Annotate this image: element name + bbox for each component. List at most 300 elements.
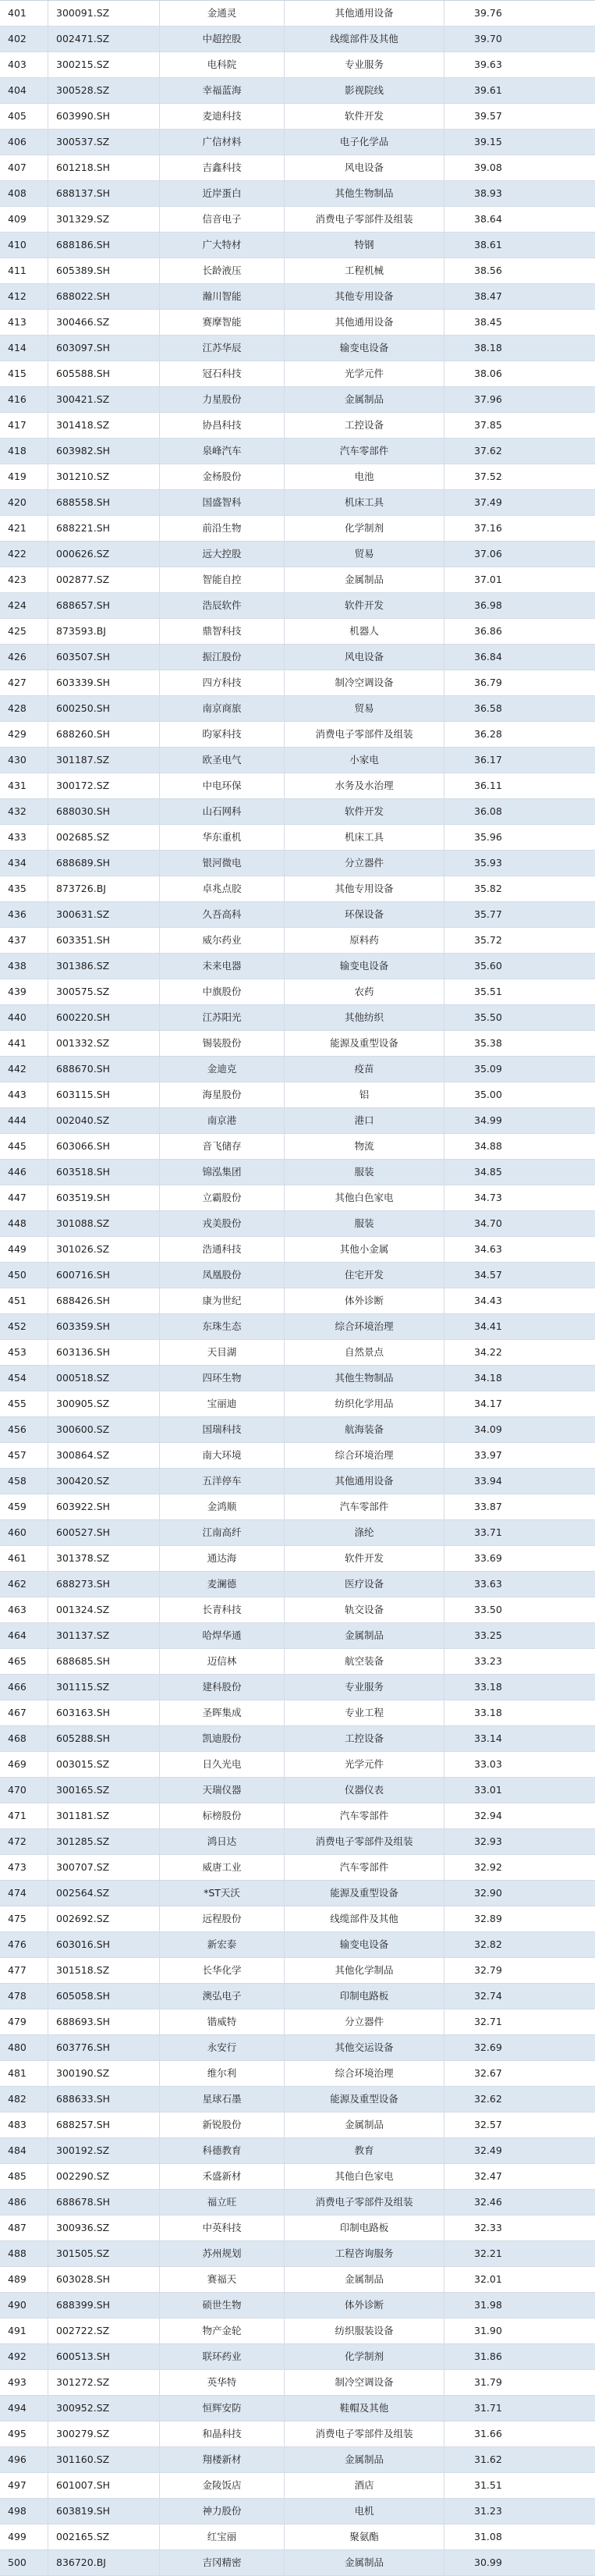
table-row — [0, 1597, 595, 1623]
industry-cell: 印制电路板 — [285, 1984, 444, 2009]
company-name-cell: 吉鑫科技 — [160, 155, 285, 180]
table-row — [0, 2009, 595, 2035]
rank-cell: 425 — [0, 619, 48, 644]
table-row — [0, 1881, 595, 1906]
table-row — [0, 413, 595, 439]
industry-cell: 其他生物制品 — [285, 181, 444, 206]
company-name-cell: 银河微电 — [160, 851, 285, 876]
company-name-cell: 威尔药业 — [160, 928, 285, 953]
industry-cell: 金属制品 — [285, 2267, 444, 2292]
value-cell: 31.23 — [474, 2505, 502, 2517]
table-row — [0, 464, 595, 490]
table-row — [0, 27, 595, 52]
industry-cell: 水务及水治理 — [285, 773, 444, 798]
rank-cell: 469 — [0, 1752, 48, 1777]
table-row — [0, 2061, 595, 2087]
stock-code-cell: 300528.SZ — [48, 78, 160, 103]
stock-code-cell: 002471.SZ — [48, 27, 160, 52]
rank-cell: 419 — [0, 464, 48, 489]
company-name-cell: 协昌科技 — [160, 413, 285, 438]
rank-cell: 467 — [0, 1700, 48, 1725]
value-cell: 36.86 — [474, 625, 502, 637]
table-row — [0, 979, 595, 1005]
industry-cell: 特钢 — [285, 233, 444, 258]
table-row — [0, 1443, 595, 1469]
company-name-cell: 科德教育 — [160, 2138, 285, 2163]
industry-cell: 能源及重型设备 — [285, 1031, 444, 1056]
value-cell: 35.09 — [474, 1063, 502, 1075]
rank-cell: 498 — [0, 2499, 48, 2524]
rank-cell: 485 — [0, 2164, 48, 2189]
company-name-cell: 长青科技 — [160, 1597, 285, 1622]
stock-code-cell: 001324.SZ — [48, 1597, 160, 1622]
rank-cell: 407 — [0, 155, 48, 180]
rank-cell: 479 — [0, 2009, 48, 2034]
table-row — [0, 2267, 595, 2293]
stock-code-cell: 000626.SZ — [48, 542, 160, 567]
rank-cell: 437 — [0, 928, 48, 953]
value-cell: 33.97 — [474, 1449, 502, 1461]
value-cell: 31.71 — [474, 2402, 502, 2414]
stock-code-cell: 301160.SZ — [48, 2447, 160, 2472]
table-row — [0, 1829, 595, 1855]
value-cell: 31.86 — [474, 2350, 502, 2362]
company-name-cell: 联环药业 — [160, 2344, 285, 2369]
industry-cell: 影视院线 — [285, 78, 444, 103]
company-name-cell: 冠石科技 — [160, 361, 285, 386]
stock-code-cell: 603819.SH — [48, 2499, 160, 2524]
company-name-cell: 麦澜德 — [160, 1572, 285, 1597]
stock-code-cell: 603016.SH — [48, 1932, 160, 1957]
industry-cell: 电机 — [285, 2499, 444, 2524]
stock-code-cell: 603990.SH — [48, 104, 160, 129]
table-row — [0, 1031, 595, 1057]
value-cell: 32.33 — [474, 2222, 502, 2233]
value-cell: 33.71 — [474, 1526, 502, 1538]
industry-cell: 医疗设备 — [285, 1572, 444, 1597]
company-name-cell: 金鸿顺 — [160, 1494, 285, 1519]
company-name-cell: 锦泓集团 — [160, 1160, 285, 1185]
company-name-cell: 电科院 — [160, 52, 285, 77]
table-row — [0, 722, 595, 748]
table-row — [0, 1, 595, 27]
stock-code-cell: 300421.SZ — [48, 387, 160, 412]
table-row — [0, 1134, 595, 1160]
industry-cell: 能源及重型设备 — [285, 1881, 444, 1906]
stock-code-cell: 688257.SH — [48, 2112, 160, 2137]
stock-code-cell: 688657.SH — [48, 593, 160, 618]
industry-cell: 贸易 — [285, 542, 444, 567]
rank-cell: 409 — [0, 207, 48, 232]
table-row — [0, 773, 595, 799]
table-row — [0, 1520, 595, 1546]
table-row — [0, 233, 595, 258]
rank-cell: 461 — [0, 1546, 48, 1571]
company-name-cell: 东珠生态 — [160, 1314, 285, 1339]
stock-code-cell: 688558.SH — [48, 490, 160, 515]
value-cell: 32.93 — [474, 1835, 502, 1847]
stock-code-cell: 301418.SZ — [48, 413, 160, 438]
rank-cell: 447 — [0, 1185, 48, 1210]
rank-cell: 476 — [0, 1932, 48, 1957]
industry-cell: 港口 — [285, 1108, 444, 1133]
company-name-cell: 智能自控 — [160, 567, 285, 592]
company-name-cell: 永安行 — [160, 2035, 285, 2060]
company-name-cell: 金通灵 — [160, 1, 285, 26]
stock-code-cell: 300537.SZ — [48, 130, 160, 155]
rank-cell: 480 — [0, 2035, 48, 2060]
value-cell: 37.01 — [474, 574, 502, 585]
value-cell: 35.82 — [474, 883, 502, 894]
company-name-cell: 恒辉安防 — [160, 2396, 285, 2421]
rank-cell: 460 — [0, 1520, 48, 1545]
stock-code-cell: 301505.SZ — [48, 2241, 160, 2266]
rank-cell: 459 — [0, 1494, 48, 1519]
rank-cell: 439 — [0, 979, 48, 1004]
stock-code-cell: 301272.SZ — [48, 2370, 160, 2395]
industry-cell: 体外诊断 — [285, 1288, 444, 1313]
rank-cell: 442 — [0, 1057, 48, 1082]
rank-cell: 486 — [0, 2190, 48, 2215]
table-row — [0, 567, 595, 593]
stock-code-cell: 301115.SZ — [48, 1675, 160, 1700]
value-cell: 32.01 — [474, 2273, 502, 2285]
stock-code-cell: 603136.SH — [48, 1340, 160, 1365]
stock-code-cell: 300905.SZ — [48, 1391, 160, 1416]
industry-cell: 光学元件 — [285, 1752, 444, 1777]
stock-code-cell: 600513.SH — [48, 2344, 160, 2369]
rank-cell: 413 — [0, 310, 48, 335]
company-name-cell: 凤凰股份 — [160, 1263, 285, 1288]
value-cell: 36.79 — [474, 677, 502, 688]
industry-cell: 制冷空调设备 — [285, 2370, 444, 2395]
table-row — [0, 1649, 595, 1675]
industry-cell: 原料药 — [285, 928, 444, 953]
company-name-cell: 赛福天 — [160, 2267, 285, 2292]
rank-cell: 440 — [0, 1005, 48, 1030]
value-cell: 34.99 — [474, 1114, 502, 1126]
table-row — [0, 542, 595, 567]
rank-cell: 483 — [0, 2112, 48, 2137]
company-name-cell: 神力股份 — [160, 2499, 285, 2524]
company-name-cell: 立霸股份 — [160, 1185, 285, 1210]
table-row — [0, 2164, 595, 2190]
stock-code-cell: 603028.SH — [48, 2267, 160, 2292]
table-row — [0, 1855, 595, 1881]
stock-code-cell: 603359.SH — [48, 1314, 160, 1339]
company-name-cell: 浩辰软件 — [160, 593, 285, 618]
value-cell: 32.74 — [474, 1990, 502, 2002]
table-row — [0, 2473, 595, 2499]
value-cell: 39.76 — [474, 7, 502, 19]
value-cell: 38.45 — [474, 316, 502, 328]
industry-cell: 软件开发 — [285, 593, 444, 618]
industry-cell: 光学元件 — [285, 361, 444, 386]
stock-code-cell: 001332.SZ — [48, 1031, 160, 1056]
stock-code-cell: 688399.SH — [48, 2293, 160, 2318]
value-cell: 32.90 — [474, 1887, 502, 1899]
value-cell: 33.50 — [474, 1604, 502, 1615]
value-cell: 38.06 — [474, 368, 502, 379]
company-name-cell: 赛摩智能 — [160, 310, 285, 335]
value-cell: 34.18 — [474, 1372, 502, 1384]
industry-cell: 纺织化学用品 — [285, 1391, 444, 1416]
stock-code-cell: 301187.SZ — [48, 748, 160, 773]
table-row — [0, 439, 595, 464]
stock-code-cell: 300192.SZ — [48, 2138, 160, 2163]
value-cell: 33.23 — [474, 1655, 502, 1667]
rank-cell: 445 — [0, 1134, 48, 1159]
industry-cell: 鞋帽及其他 — [285, 2396, 444, 2421]
stock-code-cell: 688678.SH — [48, 2190, 160, 2215]
stock-code-cell: 301329.SZ — [48, 207, 160, 232]
company-name-cell: 和晶科技 — [160, 2421, 285, 2446]
table-row — [0, 207, 595, 233]
stock-code-cell: 300600.SZ — [48, 1417, 160, 1442]
stock-code-cell: 000518.SZ — [48, 1366, 160, 1391]
value-cell: 34.63 — [474, 1243, 502, 1255]
rank-cell: 430 — [0, 748, 48, 773]
company-name-cell: 金杨股份 — [160, 464, 285, 489]
company-name-cell: 迈信林 — [160, 1649, 285, 1674]
table-row — [0, 104, 595, 130]
value-cell: 38.61 — [474, 239, 502, 250]
stock-code-cell: 600250.SH — [48, 696, 160, 721]
rank-cell: 436 — [0, 902, 48, 927]
rank-cell: 475 — [0, 1906, 48, 1931]
table-row — [0, 2087, 595, 2112]
value-cell: 34.17 — [474, 1398, 502, 1409]
rank-cell: 470 — [0, 1778, 48, 1803]
company-name-cell: 音飞储存 — [160, 1134, 285, 1159]
value-cell: 31.08 — [474, 2531, 502, 2542]
value-cell: 36.11 — [474, 780, 502, 791]
rank-cell: 452 — [0, 1314, 48, 1339]
company-name-cell: 欧圣电气 — [160, 748, 285, 773]
industry-cell: 汽车零部件 — [285, 439, 444, 464]
rank-cell: 431 — [0, 773, 48, 798]
industry-cell: 航空装备 — [285, 1649, 444, 1674]
company-name-cell: 鸿日达 — [160, 1829, 285, 1854]
company-name-cell: 中英科技 — [160, 2215, 285, 2240]
value-cell: 32.57 — [474, 2119, 502, 2130]
industry-cell: 体外诊断 — [285, 2293, 444, 2318]
table-row — [0, 1160, 595, 1185]
value-cell: 33.25 — [474, 1629, 502, 1641]
rank-cell: 453 — [0, 1340, 48, 1365]
industry-cell: 其他小金属 — [285, 1237, 444, 1262]
rank-cell: 410 — [0, 233, 48, 258]
industry-cell: 其他纺织 — [285, 1005, 444, 1030]
table-row — [0, 516, 595, 542]
company-name-cell: 幸福蓝海 — [160, 78, 285, 103]
rank-cell: 487 — [0, 2215, 48, 2240]
industry-cell: 消费电子零部件及组装 — [285, 207, 444, 232]
industry-cell: 疫苗 — [285, 1057, 444, 1082]
table-row — [0, 2344, 595, 2370]
table-row — [0, 490, 595, 516]
industry-cell: 综合环境治理 — [285, 1443, 444, 1468]
value-cell: 32.89 — [474, 1913, 502, 1924]
company-name-cell: 广大特材 — [160, 233, 285, 258]
company-name-cell: 五洋停车 — [160, 1469, 285, 1494]
industry-cell: 纺织服装设备 — [285, 2318, 444, 2343]
stock-code-cell: 688186.SH — [48, 233, 160, 258]
industry-cell: 汽车零部件 — [285, 1494, 444, 1519]
rank-cell: 411 — [0, 258, 48, 283]
stock-code-cell: 600527.SH — [48, 1520, 160, 1545]
rank-cell: 415 — [0, 361, 48, 386]
stock-code-cell: 002685.SZ — [48, 825, 160, 850]
stock-code-cell: 300631.SZ — [48, 902, 160, 927]
value-cell: 35.77 — [474, 908, 502, 920]
stock-code-cell: 301026.SZ — [48, 1237, 160, 1262]
rank-cell: 408 — [0, 181, 48, 206]
industry-cell: 其他专用设备 — [285, 284, 444, 309]
rank-cell: 458 — [0, 1469, 48, 1494]
value-cell: 32.49 — [474, 2144, 502, 2156]
rank-cell: 401 — [0, 1, 48, 26]
rank-cell: 451 — [0, 1288, 48, 1313]
rank-cell: 484 — [0, 2138, 48, 2163]
table-row — [0, 876, 595, 902]
value-cell: 33.14 — [474, 1732, 502, 1744]
table-row — [0, 1340, 595, 1366]
company-name-cell: 标榜股份 — [160, 1803, 285, 1828]
table-row — [0, 954, 595, 979]
table-row — [0, 336, 595, 361]
table-row — [0, 2447, 595, 2473]
industry-cell: 机床工具 — [285, 825, 444, 850]
value-cell: 39.08 — [474, 162, 502, 173]
value-cell: 32.82 — [474, 1938, 502, 1950]
industry-cell: 聚氨酯 — [285, 2524, 444, 2549]
company-name-cell: 昀冢科技 — [160, 722, 285, 747]
industry-cell: 软件开发 — [285, 799, 444, 824]
rank-cell: 444 — [0, 1108, 48, 1133]
stock-code-cell: 301378.SZ — [48, 1546, 160, 1571]
company-name-cell: 通达海 — [160, 1546, 285, 1571]
value-cell: 31.79 — [474, 2376, 502, 2388]
rank-cell: 495 — [0, 2421, 48, 2446]
industry-cell: 物流 — [285, 1134, 444, 1159]
value-cell: 38.93 — [474, 187, 502, 199]
rank-cell: 421 — [0, 516, 48, 541]
value-cell: 36.84 — [474, 651, 502, 663]
company-name-cell: 力星股份 — [160, 387, 285, 412]
rank-cell: 497 — [0, 2473, 48, 2498]
industry-cell: 输变电设备 — [285, 954, 444, 979]
value-cell: 34.43 — [474, 1295, 502, 1306]
table-row — [0, 1057, 595, 1082]
value-cell: 33.18 — [474, 1681, 502, 1693]
industry-cell: 轨交设备 — [285, 1597, 444, 1622]
company-name-cell: 麦迪科技 — [160, 104, 285, 129]
stock-code-cell: 300466.SZ — [48, 310, 160, 335]
value-cell: 35.51 — [474, 986, 502, 997]
industry-cell: 教育 — [285, 2138, 444, 2163]
table-row — [0, 258, 595, 284]
table-row — [0, 1778, 595, 1803]
industry-cell: 涤纶 — [285, 1520, 444, 1545]
table-row — [0, 1932, 595, 1958]
company-name-cell: 前沿生物 — [160, 516, 285, 541]
stock-code-cell: 605588.SH — [48, 361, 160, 386]
rank-cell: 500 — [0, 2550, 48, 2575]
table-row — [0, 1391, 595, 1417]
industry-cell: 金属制品 — [285, 2447, 444, 2472]
industry-cell: 制冷空调设备 — [285, 670, 444, 695]
company-name-cell: 锡装股份 — [160, 1031, 285, 1056]
company-name-cell: 圣晖集成 — [160, 1700, 285, 1725]
value-cell: 32.69 — [474, 2041, 502, 2053]
table-row — [0, 2396, 595, 2421]
value-cell: 30.99 — [474, 2556, 502, 2568]
company-name-cell: 英华特 — [160, 2370, 285, 2395]
value-cell: 36.98 — [474, 599, 502, 611]
table-row — [0, 52, 595, 78]
table-row — [0, 2112, 595, 2138]
rank-cell: 432 — [0, 799, 48, 824]
company-name-cell: 久吾高科 — [160, 902, 285, 927]
industry-cell: 专业服务 — [285, 1675, 444, 1700]
rank-cell: 446 — [0, 1160, 48, 1185]
table-row — [0, 2421, 595, 2447]
company-name-cell: 瀚川智能 — [160, 284, 285, 309]
stock-code-cell: 300172.SZ — [48, 773, 160, 798]
company-name-cell: 威唐工业 — [160, 1855, 285, 1880]
table-row — [0, 1726, 595, 1752]
table-row — [0, 825, 595, 851]
industry-cell: 专业工程 — [285, 1700, 444, 1725]
table-row — [0, 1237, 595, 1263]
stock-code-cell: 002877.SZ — [48, 567, 160, 592]
stock-code-cell: 688693.SH — [48, 2009, 160, 2034]
value-cell: 33.87 — [474, 1501, 502, 1512]
table-row — [0, 1108, 595, 1134]
industry-cell: 汽车零部件 — [285, 1803, 444, 1828]
rank-cell: 455 — [0, 1391, 48, 1416]
value-cell: 36.17 — [474, 754, 502, 766]
stock-code-cell: 300952.SZ — [48, 2396, 160, 2421]
stock-code-cell: 300215.SZ — [48, 52, 160, 77]
stock-code-cell: 003015.SZ — [48, 1752, 160, 1777]
industry-cell: 金属制品 — [285, 567, 444, 592]
value-cell: 38.56 — [474, 265, 502, 276]
rank-cell: 448 — [0, 1211, 48, 1236]
industry-cell: 其他专用设备 — [285, 876, 444, 901]
stock-code-cell: 603518.SH — [48, 1160, 160, 1185]
stock-code-cell: 688633.SH — [48, 2087, 160, 2112]
rank-cell: 499 — [0, 2524, 48, 2549]
value-cell: 32.94 — [474, 1810, 502, 1821]
rank-cell: 490 — [0, 2293, 48, 2318]
stock-code-cell: 603507.SH — [48, 645, 160, 670]
value-cell: 38.64 — [474, 213, 502, 225]
value-cell: 32.46 — [474, 2196, 502, 2208]
rank-cell: 472 — [0, 1829, 48, 1854]
rank-cell: 414 — [0, 336, 48, 361]
stock-code-cell: 300707.SZ — [48, 1855, 160, 1880]
company-name-cell: 江南高纤 — [160, 1520, 285, 1545]
table-row — [0, 2190, 595, 2215]
table-row — [0, 2241, 595, 2267]
company-name-cell: 金迪克 — [160, 1057, 285, 1082]
company-name-cell: 康为世纪 — [160, 1288, 285, 1313]
stock-code-cell: 603339.SH — [48, 670, 160, 695]
stock-code-cell: 600716.SH — [48, 1263, 160, 1288]
table-row — [0, 130, 595, 155]
